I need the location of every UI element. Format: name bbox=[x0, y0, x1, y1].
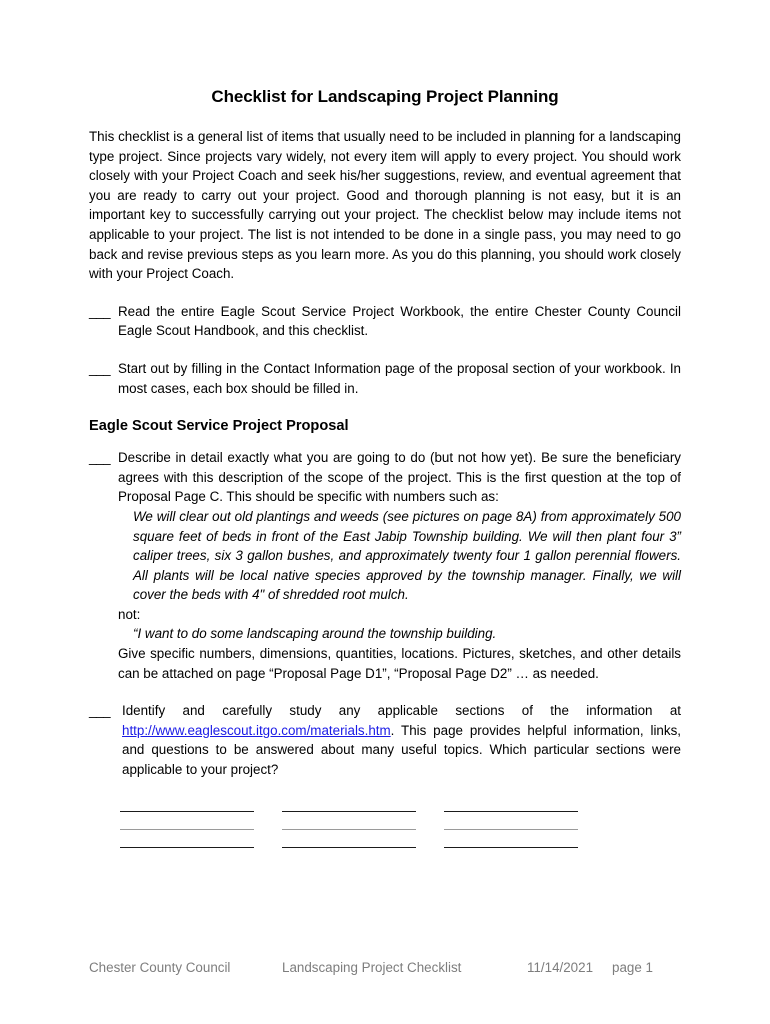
answer-line[interactable] bbox=[282, 797, 416, 812]
footer-date: 11/14/2021 bbox=[527, 960, 594, 975]
answer-lines-grid bbox=[89, 794, 681, 848]
answer-line[interactable] bbox=[120, 797, 254, 812]
footer-page-number: page 1 bbox=[612, 960, 653, 975]
checklist-item-3[interactable] bbox=[89, 448, 681, 507]
bad-example-text: “I want to do some landscaping around the township building. bbox=[133, 626, 497, 642]
checklist-item-4-text-after-link: . This page provides helpful information, links, and questions to be answered about many useful topics. Which particular sections were applicable to your project? bbox=[122, 722, 681, 778]
checkbox-blank-icon[interactable]: ___ bbox=[89, 703, 111, 719]
answer-line[interactable] bbox=[120, 815, 254, 830]
answer-line[interactable] bbox=[444, 833, 578, 848]
checklist-item-4-text-before-link: Identify and carefully study any applicable sections of the information at bbox=[122, 703, 681, 719]
checklist-item-2-text: Start out by filling in the Contact Information page of the proposal section of your workbook. In most cases, each box should be filled in. bbox=[118, 360, 681, 396]
answer-lines-row bbox=[120, 830, 681, 848]
example-follow-up-text: Give specific numbers, dimensions, quantities, locations. Pictures, sketches, and other details can be attached on page “Proposal Page D1”, “Proposal Page D2” … as needed. bbox=[118, 646, 681, 681]
checklist-item-4[interactable] bbox=[89, 701, 681, 779]
footer-document-title: Landscaping Project Checklist bbox=[282, 960, 462, 975]
answer-line[interactable] bbox=[282, 815, 416, 830]
materials-link[interactable]: http://www.eaglescout.itgo.com/materials.htm bbox=[122, 722, 391, 738]
answer-line[interactable] bbox=[282, 833, 416, 848]
checklist-item-2[interactable] bbox=[89, 359, 681, 398]
footer-council: Chester County Council bbox=[89, 960, 231, 975]
answer-lines-row bbox=[120, 794, 681, 812]
checklist-item-1-text: Read the entire Eagle Scout Service Project Workbook, the entire Chester County Council Eagle Scout Handbook, and this checklist. bbox=[118, 303, 681, 339]
answer-line[interactable] bbox=[444, 797, 578, 812]
answer-line[interactable] bbox=[444, 815, 578, 830]
answer-line[interactable] bbox=[120, 833, 254, 848]
checkbox-blank-icon[interactable]: ___ bbox=[89, 360, 111, 376]
intro-paragraph: This checklist is a general list of items that usually need to be included in planning for a landscaping type project. Since projects vary widely, not every item will apply to every project. You should work closely with your Project Coach and seek his/her suggestions, review, and eventual agreement that you are ready to carry out your project. Good and thorough planning is not easy, but it is an important key to successfully carrying out your project. The checklist below may include items not applicable to your project. The list is not intended to be done in a single pass, you may need to go back and revise previous steps as you learn more. As you do this planning, you should work closely with your Project Coach. bbox=[89, 129, 681, 282]
document-body bbox=[89, 86, 681, 848]
checklist-item-1[interactable] bbox=[89, 302, 681, 341]
checkbox-blank-icon[interactable]: ___ bbox=[89, 303, 111, 319]
not-label: not: bbox=[118, 606, 141, 622]
page-title: Checklist for Landscaping Project Planning bbox=[211, 87, 559, 106]
checklist-item-3-text: Describe in detail exactly what you are going to do (but not how yet). Be sure the beneficiary agrees with this description of the scope of the project. This is the first question at the top of Proposal Page C. This should be specific with numbers such as: bbox=[118, 450, 681, 505]
checkbox-blank-icon[interactable]: ___ bbox=[89, 450, 111, 466]
section-heading-proposal: Eagle Scout Service Project Proposal bbox=[89, 418, 349, 435]
good-example-text: We will clear out old plantings and weeds (see pictures on page 8A) from approximately 500 square feet of beds in front of the East Jabip Township building. We will then plant four 3” caliper trees, six 3 gallon bushes, and approximately twenty four 1 gallon perennial flowers. All plants will be local native species approved by the township manager. Finally, we will cover the beds with 4" of shredded root mulch. bbox=[133, 508, 681, 603]
page-footer bbox=[89, 959, 681, 977]
example-block bbox=[89, 507, 681, 683]
answer-lines-row bbox=[120, 812, 681, 830]
